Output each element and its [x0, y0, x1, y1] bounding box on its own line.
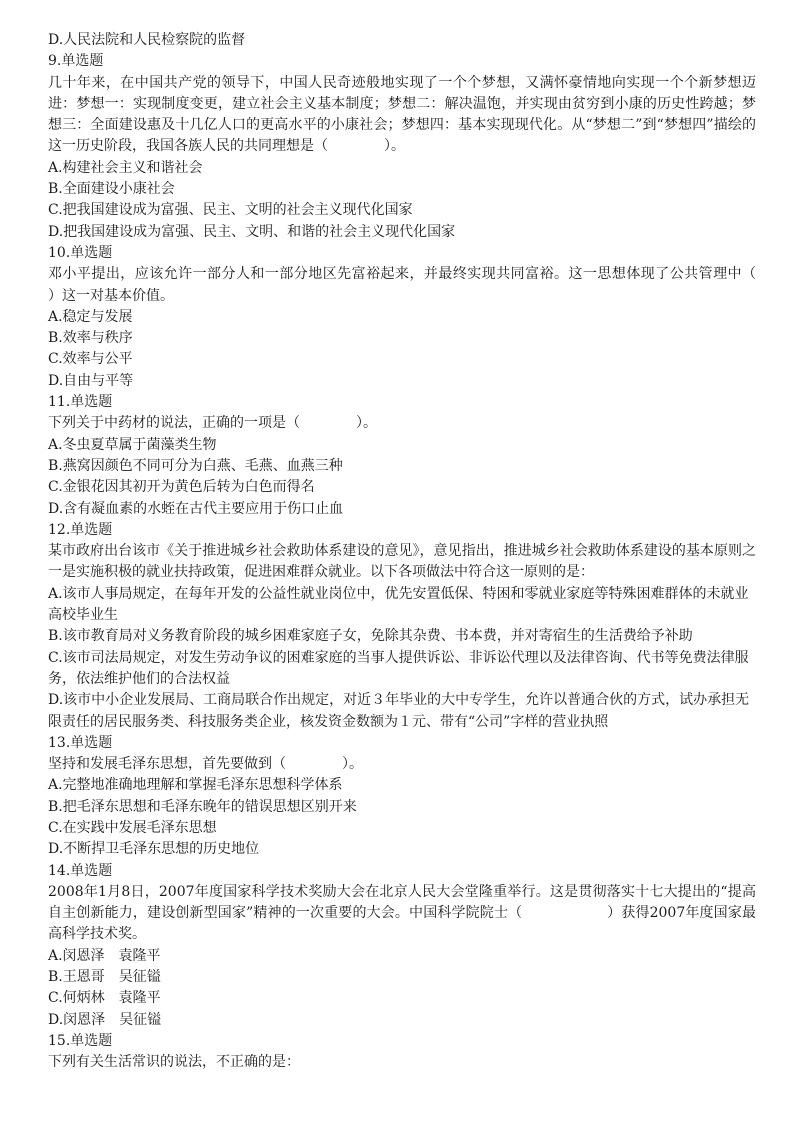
question-10: [48, 243, 784, 392]
option-c: C.把我国建设成为富强、民主、文明的社会主义现代化国家: [48, 202, 413, 219]
question-header: 9.单选题: [48, 53, 104, 70]
question-9: [48, 51, 756, 243]
question-11: [48, 392, 756, 520]
option-a: A.该市人事局规定，在每年开发的公益性就业岗位中，优先安置低保、特困和零就业家庭等特殊困难群体的未就业高校毕业生: [48, 585, 749, 624]
option-b: B.全面建设小康社会: [48, 181, 175, 198]
option-c: C.何炳林 袁隆平: [48, 990, 161, 1007]
question-stem: 下列有关生活常识的说法，不正确的是：: [48, 1054, 300, 1071]
exam-page: [48, 30, 784, 1074]
option-a: A.闵恩泽 袁隆平: [48, 947, 161, 964]
question-12: [48, 520, 756, 733]
option-d: D.不断捍卫毛泽东思想的历史地位: [48, 841, 260, 858]
option-b: B.王恩哥 吴征镒: [48, 969, 161, 986]
question-header: 15.单选题: [48, 1032, 113, 1049]
option-c: C.在实践中发展毛泽东思想: [48, 819, 217, 836]
option-c: C.效率与公平: [48, 351, 133, 368]
option-b: B.把毛泽东思想和毛泽东晚年的错误思想区别开来: [48, 798, 357, 815]
option-d: D.自由与平等: [48, 372, 134, 389]
question-8-option-d: D.人民法院和人民检察院的监督: [48, 32, 246, 48]
question-header: 10.单选题: [48, 244, 113, 261]
option-a: A.稳定与发展: [48, 308, 133, 325]
option-d: D.闵恩泽 吴征镒: [48, 1011, 162, 1028]
option-d: D.含有凝血素的水蛭在古代主要应用于伤口止血: [48, 500, 344, 517]
question-stem: 2008年1月8日，2007年度国家科学技术奖励大会在北京人民大会堂隆重举行。这是贯彻落实十七大提出的“提高自主创新能力，建设创新型国家”精神的一次重要的大会。中国科学院院士（ ）获得2007年度国家最高科学技术奖。: [48, 883, 756, 943]
question-stem: 下列关于中药材的说法，正确的一项是（ ）。: [48, 415, 377, 432]
question-stem: 邓小平提出，应该允许一部分人和一部分地区先富裕起来，并最终实现共同富裕。这一思想体现了公共管理中（ ）这一对基本价值。: [48, 266, 784, 304]
option-c: C.金银花因其初开为黄色后转为白色而得名: [48, 479, 315, 496]
question-stem: 某市政府出台该市《关于推进城乡社会救助体系建设的意见》，意见指出，推进城乡社会救助体系建设的基本原则之一是实施积极的就业扶持政策，促进困难群众就业。以下各项做法中符合这一原则的是：: [48, 543, 756, 581]
question-stem: 几十年来，在中国共产党的领导下，中国人民奇迹般地实现了一个个梦想，又满怀豪情地向实现一个个新梦想迈进：梦想一：实现制度变更，建立社会主义基本制度；梦想二：解决温饱，并实现由贫穷到小康的历史性跨越；梦想三：全面建设惠及十几亿人口的更高水平的小康社会；梦想四：基本实现现代化。从“梦想二”到“梦想四”描绘的这一历史阶段，我国各族人民的共同理想是（ ）。: [48, 74, 756, 155]
question-15: [48, 1031, 756, 1074]
question-header: 13.单选题: [48, 734, 113, 751]
question-header: 14.单选题: [48, 862, 113, 879]
option-c: C.该市司法局规定，对发生劳动争议的困难家庭的当事人提供诉讼、非诉讼代理以及法律咨询、代书等免费法律服务，依法维护他们的合法权益: [48, 649, 749, 687]
option-a: A.完整地准确地理解和掌握毛泽东思想科学体系: [48, 777, 343, 794]
question-13: [48, 733, 756, 861]
option-d: D.该市中小企业发展局、工商局联合作出规定，对近３年毕业的大中专学生，允许以普通合伙的方式，试办承担无限责任的居民服务类、科技服务类企业，核发资金数额为１元、带有“公司”字样的营业执照: [48, 692, 750, 730]
question-header: 12.单选题: [48, 521, 113, 538]
option-b: B.燕窝因颜色不同可分为白燕、毛燕、血燕三种: [48, 457, 343, 474]
question-stem: 坚持和发展毛泽东思想，首先要做到（ ）。: [48, 756, 363, 773]
option-a: A.冬虫夏草属于菌藻类生物: [48, 436, 217, 453]
option-b: B.该市教育局对义务教育阶段的城乡困难家庭子女，免除其杂费、书本费，并对寄宿生的生活费给予补助: [48, 628, 693, 645]
option-a: A.构建社会主义和谐社会: [48, 159, 203, 176]
question-14: [48, 861, 756, 1031]
option-d: D.把我国建设成为富强、民主、文明、和谐的社会主义现代化国家: [48, 223, 456, 240]
question-header: 11.单选题: [48, 394, 113, 411]
option-b: B.效率与秩序: [48, 330, 133, 347]
